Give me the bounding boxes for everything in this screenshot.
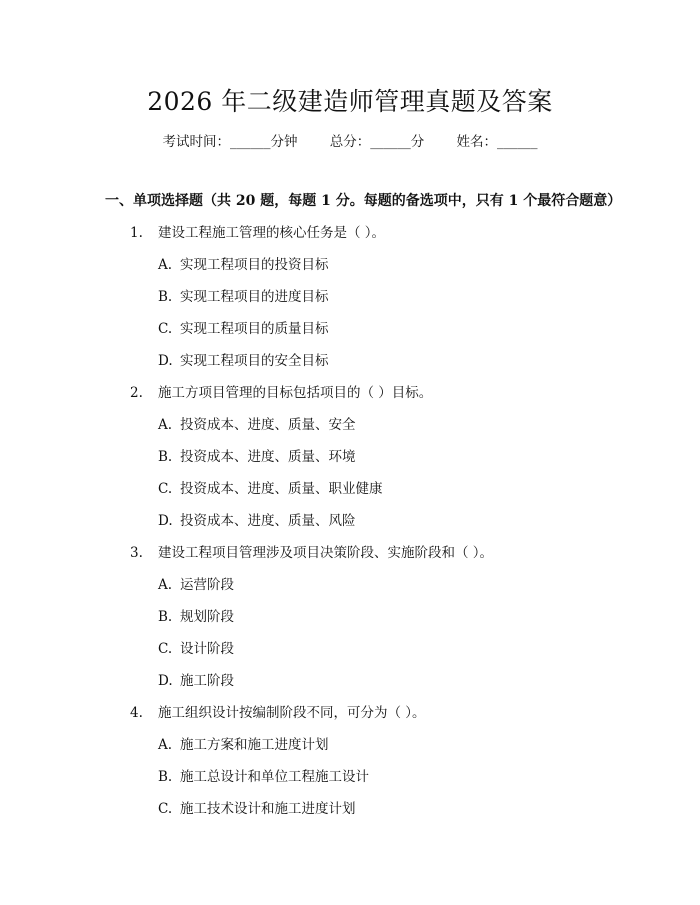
option-letter: C. <box>158 481 173 497</box>
option-text: 规划阶段 <box>180 609 234 625</box>
option-3c <box>0 636 700 668</box>
question-text: 施工组织设计按编制阶段不同，可分为（ ）。 <box>158 705 426 721</box>
question-4 <box>0 700 700 732</box>
option-letter: D. <box>158 353 173 369</box>
question-3 <box>0 540 700 572</box>
option-text: 施工总设计和单位工程施工设计 <box>180 769 369 785</box>
option-3a <box>0 572 700 604</box>
option-text: 施工阶段 <box>180 673 234 689</box>
option-1a <box>0 252 700 284</box>
exam-time: 考试时间：______分钟 <box>162 134 298 150</box>
option-3d <box>0 668 700 700</box>
section-heading: 一、单项选择题（共 20 题，每题 1 分。每题的备选项中，只有 1 个最符合题意） <box>105 193 622 209</box>
question-2 <box>0 380 700 412</box>
option-letter: D. <box>158 513 173 529</box>
option-4b <box>0 764 700 796</box>
option-text: 投资成本、进度、质量、风险 <box>180 513 356 529</box>
question-list <box>0 220 700 828</box>
option-4c <box>0 796 700 828</box>
exam-meta <box>0 130 700 150</box>
option-letter: C. <box>158 801 173 817</box>
option-letter: B. <box>158 449 173 465</box>
question-number: 2. <box>130 385 143 401</box>
option-4a <box>0 732 700 764</box>
option-text: 实现工程项目的进度目标 <box>180 289 329 305</box>
option-letter: D. <box>158 673 173 689</box>
option-letter: B. <box>158 609 173 625</box>
option-1b <box>0 284 700 316</box>
exam-total-score: 总分：______分 <box>329 134 425 150</box>
question-number: 1. <box>130 225 143 241</box>
option-text: 实现工程项目的安全目标 <box>180 353 329 369</box>
option-2a <box>0 412 700 444</box>
question-text: 建设工程项目管理涉及项目决策阶段、实施阶段和（ ）。 <box>158 545 494 561</box>
question-number: 4. <box>130 705 143 721</box>
option-text: 施工技术设计和施工进度计划 <box>180 801 356 817</box>
option-text: 投资成本、进度、质量、安全 <box>180 417 356 433</box>
option-2c <box>0 476 700 508</box>
option-1d <box>0 348 700 380</box>
option-2b <box>0 444 700 476</box>
exam-name-field: 姓名：______ <box>456 134 538 150</box>
page-title: 2026 年二级建造师管理真题及答案 <box>147 87 553 116</box>
option-1c <box>0 316 700 348</box>
option-text: 实现工程项目的投资目标 <box>180 257 329 273</box>
option-3b <box>0 604 700 636</box>
option-letter: B. <box>158 289 173 305</box>
option-letter: C. <box>158 321 173 337</box>
option-2d <box>0 508 700 540</box>
option-letter: A. <box>158 257 173 273</box>
option-letter: A. <box>158 737 173 753</box>
option-text: 运营阶段 <box>180 577 234 593</box>
question-number: 3. <box>130 545 143 561</box>
option-letter: A. <box>158 577 173 593</box>
question-1 <box>0 220 700 252</box>
option-text: 实现工程项目的质量目标 <box>180 321 329 337</box>
option-text: 施工方案和施工进度计划 <box>180 737 329 753</box>
question-text: 建设工程施工管理的核心任务是（ ）。 <box>158 225 386 241</box>
option-text: 设计阶段 <box>180 641 234 657</box>
option-letter: C. <box>158 641 173 657</box>
question-text: 施工方项目管理的目标包括项目的（ ）目标。 <box>158 385 433 401</box>
option-letter: A. <box>158 417 173 433</box>
option-text: 投资成本、进度、质量、环境 <box>180 449 356 465</box>
option-letter: B. <box>158 769 173 785</box>
option-text: 投资成本、进度、质量、职业健康 <box>180 481 383 497</box>
